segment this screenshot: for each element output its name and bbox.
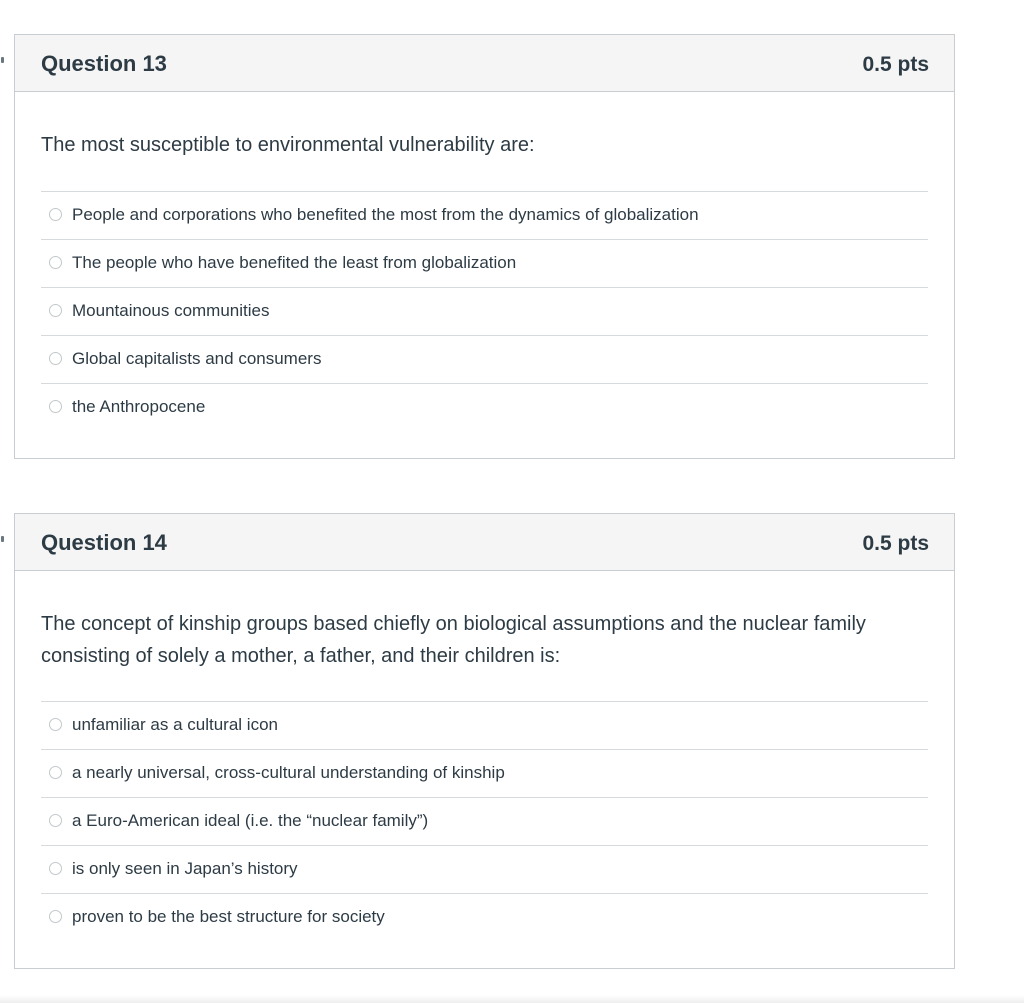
radio-button[interactable] xyxy=(49,256,62,269)
radio-button[interactable] xyxy=(49,352,62,365)
radio-button[interactable] xyxy=(49,862,62,875)
radio-button[interactable] xyxy=(49,208,62,221)
answer-option[interactable] xyxy=(41,894,928,942)
radio-button[interactable] xyxy=(49,304,62,317)
question-marker xyxy=(1,536,4,542)
answer-label[interactable]: The people who have benefited the least from globalization xyxy=(72,253,517,272)
answer-label[interactable]: a Euro-American ideal (i.e. the “nuclear family”) xyxy=(72,811,429,830)
question-card-13 xyxy=(14,34,955,459)
page-bottom-shadow xyxy=(0,995,1024,1003)
radio-button[interactable] xyxy=(49,766,62,779)
answer-label[interactable]: proven to be the best structure for society xyxy=(72,907,385,926)
radio-button[interactable] xyxy=(49,400,62,413)
radio-button[interactable] xyxy=(49,814,62,827)
question-text: The most susceptible to environmental vulnerability are: xyxy=(41,134,535,156)
radio-button[interactable] xyxy=(49,910,62,923)
answer-option[interactable] xyxy=(41,702,928,750)
answer-option[interactable] xyxy=(41,336,928,384)
answer-label[interactable]: a nearly universal, cross-cultural understanding of kinship xyxy=(72,763,505,782)
question-title: Question 14 xyxy=(41,530,167,555)
answer-list xyxy=(41,701,928,942)
answer-label[interactable]: is only seen in Japan’s history xyxy=(72,859,298,878)
answer-option[interactable] xyxy=(41,192,928,240)
question-header xyxy=(15,35,954,92)
answer-label[interactable]: Mountainous communities xyxy=(72,301,270,320)
answer-option[interactable] xyxy=(41,384,928,432)
question-marker xyxy=(1,57,4,63)
question-card-14 xyxy=(14,513,955,969)
answer-option[interactable] xyxy=(41,798,928,846)
answer-label[interactable]: Global capitalists and consumers xyxy=(72,349,322,368)
answer-option[interactable] xyxy=(41,846,928,894)
answer-label[interactable]: unfamiliar as a cultural icon xyxy=(72,715,278,734)
question-points: 0.5 pts xyxy=(862,532,929,555)
answer-list xyxy=(41,191,928,432)
question-text: The concept of kinship groups based chiefly on biological assumptions and the nuclear family consisting of solely a mother, a father, and their children is: xyxy=(41,613,866,667)
question-header xyxy=(15,514,954,571)
answer-option[interactable] xyxy=(41,750,928,798)
question-title: Question 13 xyxy=(41,51,167,76)
answer-option[interactable] xyxy=(41,240,928,288)
answer-option[interactable] xyxy=(41,288,928,336)
radio-button[interactable] xyxy=(49,718,62,731)
answer-label[interactable]: the Anthropocene xyxy=(72,397,206,416)
question-points: 0.5 pts xyxy=(862,53,929,76)
answer-label[interactable]: People and corporations who benefited the most from the dynamics of globalization xyxy=(72,205,699,224)
